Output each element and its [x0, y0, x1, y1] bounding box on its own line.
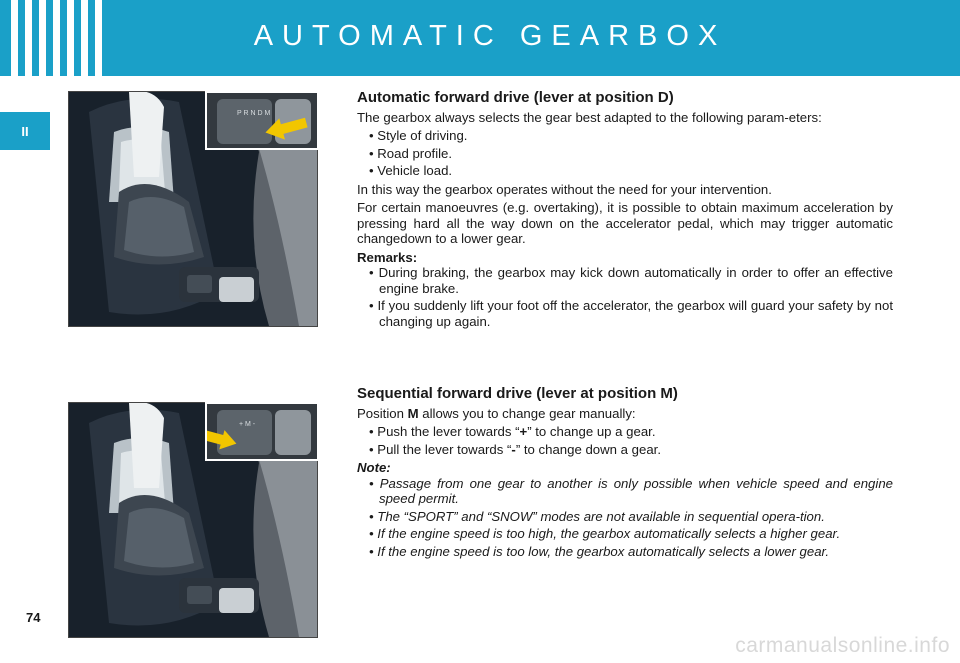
header-stripe — [67, 0, 74, 76]
list-item: • If the engine speed is too low, the gearbox automatically selects a lower gear. — [369, 543, 830, 559]
svg-text:+ M -: + M - — [239, 421, 256, 428]
list-item: • During braking, the gearbox may kick down automatically in order to offer an effective engine brake. — [369, 265, 893, 296]
header-stripe — [53, 0, 60, 76]
text-fragment: Position — [357, 405, 408, 421]
header-stripe — [95, 0, 102, 76]
header-stripe — [39, 0, 46, 76]
header-bar — [0, 0, 960, 76]
list-item: • The “SPORT” and “SNOW” modes are not available in sequential opera-tion. — [369, 508, 825, 524]
list-item: • Passage from one gear to another is only possible when vehicle speed and engine speed permit. — [369, 475, 893, 506]
header-stripe — [81, 0, 88, 76]
text-fragment: • Pull the lever towards “ — [369, 441, 512, 457]
section-heading: Automatic forward drive (lever at position D) — [357, 89, 674, 106]
page-number: 74 — [26, 610, 41, 625]
paragraph: In this way the gearbox operates without the need for your intervention. — [357, 181, 772, 197]
paragraph: The gearbox always selects the gear best adapted to the following param-eters: — [357, 109, 822, 125]
plus-sign: + — [519, 424, 528, 439]
manual-list — [357, 424, 893, 457]
list-item: • If the engine speed is too high, the gearbox automatically selects a higher gear. — [369, 526, 841, 541]
factor-list — [357, 128, 893, 179]
note-list — [357, 476, 893, 560]
page-title: AUTOMATIC GEARBOX — [253, 20, 727, 52]
paragraph — [357, 406, 893, 422]
list-item: • Vehicle load. — [369, 163, 453, 178]
position-m: M — [407, 405, 419, 421]
gear-selector-inset-m — [205, 402, 319, 461]
list-item: • Style of driving. — [369, 128, 468, 143]
svg-text:P R N D M: P R N D M — [237, 110, 271, 117]
text-fragment: ” to change up a gear. — [527, 424, 656, 439]
remarks-list — [357, 265, 893, 329]
header-stripe — [25, 0, 32, 76]
list-item: • Road profile. — [369, 145, 453, 161]
section-heading: Sequential forward drive (lever at position M) — [357, 385, 678, 402]
section-sequential-drive — [357, 386, 893, 562]
list-item — [369, 442, 893, 458]
minus-sign: - — [511, 441, 516, 457]
watermark-site: carmanualsonline.info — [735, 634, 950, 657]
paragraph: For certain manoeuvres (e.g. overtaking), it is possible to obtain maximum acceleration by pressing hard all the way down on the accelerator pedal, which may trigger automatic changedown to a lower gear. — [357, 200, 893, 246]
header-stripe — [11, 0, 18, 76]
text-fragment: ” to change down a gear. — [515, 441, 661, 457]
list-item — [369, 424, 893, 440]
remarks-label: Remarks: — [357, 249, 418, 265]
text-fragment: • Push the lever towards “ — [369, 424, 520, 439]
text-fragment: allows you to change gear manually: — [418, 405, 636, 421]
list-item: • If you suddenly lift your foot off the accelerator, the gearbox will guard your safety by not changing up again. — [369, 298, 893, 329]
chapter-tab: II — [0, 112, 50, 150]
gear-selector-inset-d — [205, 91, 319, 150]
section-automatic-drive — [357, 90, 893, 332]
note-label: Note: — [357, 460, 391, 475]
